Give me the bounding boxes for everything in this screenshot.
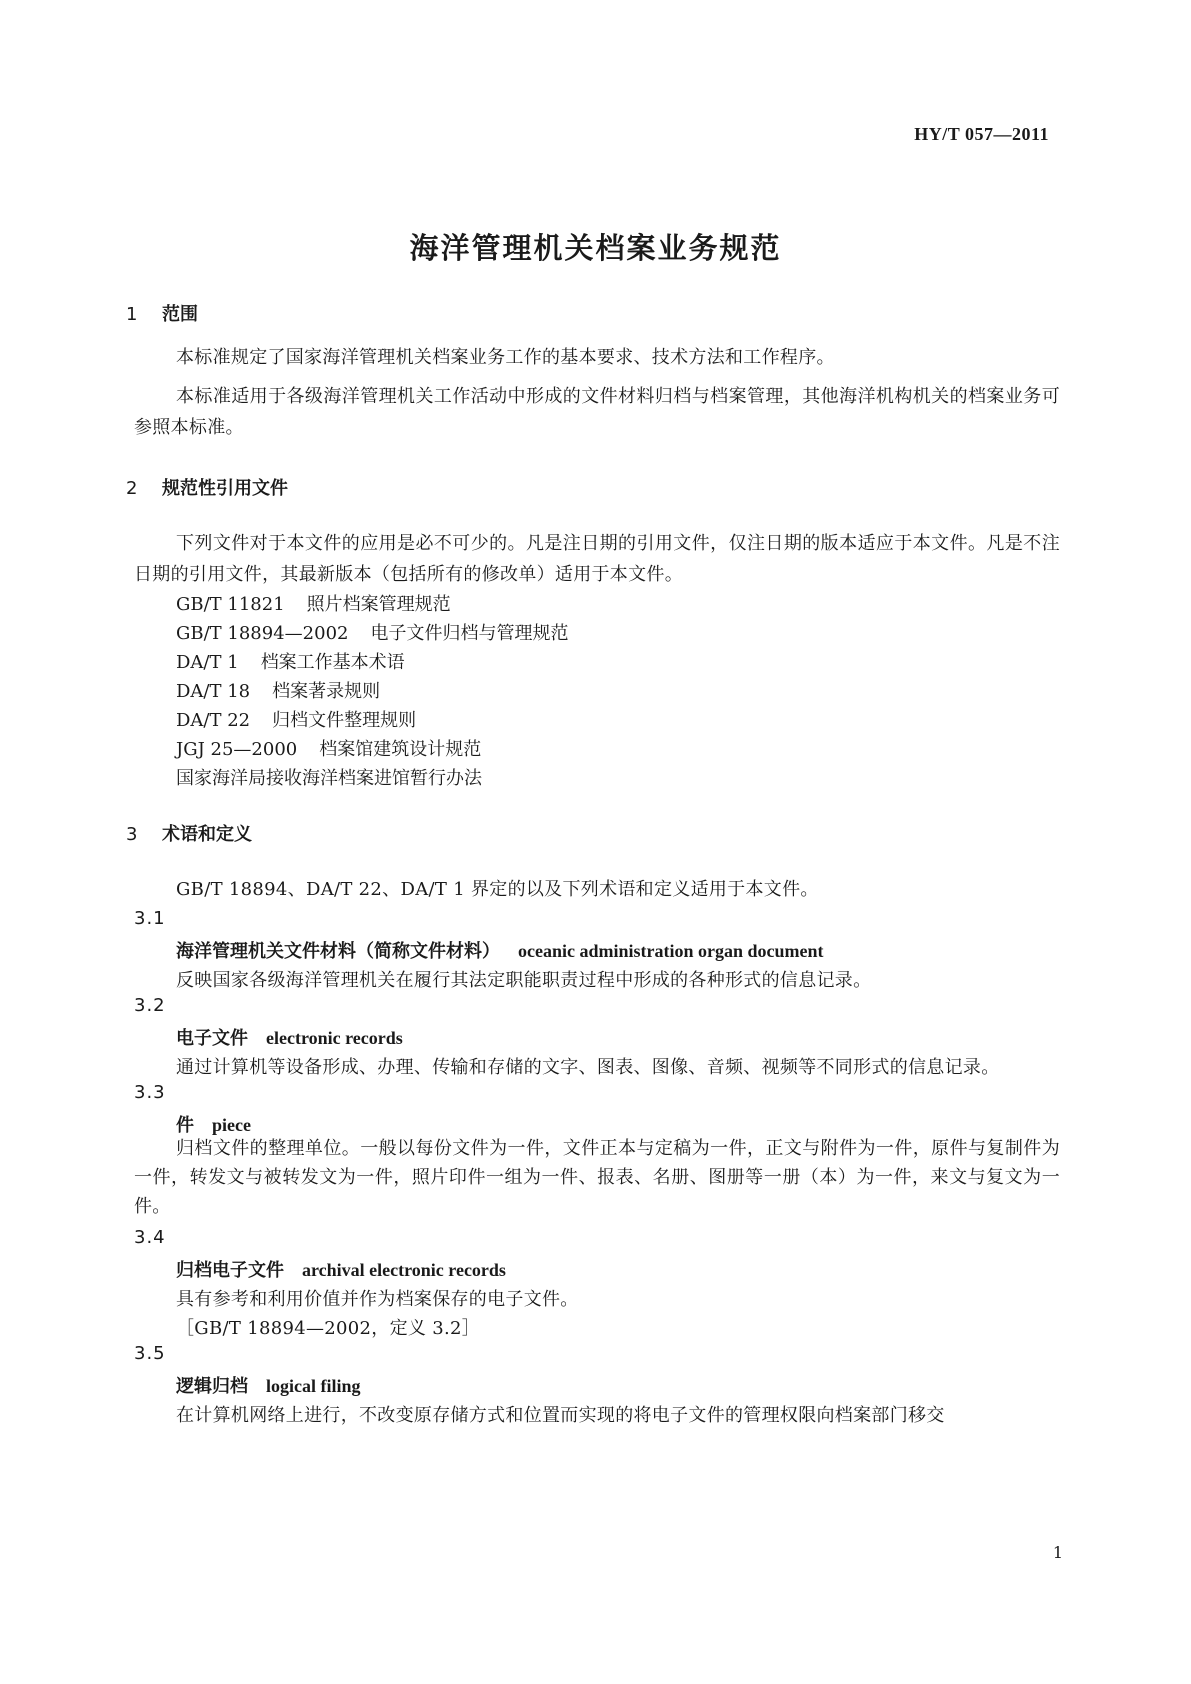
term-definition: 反映国家各级海洋管理机关在履行其法定职能职责过程中形成的各种形式的信息记录。	[176, 970, 872, 991]
reference-name: 归档文件整理规则	[272, 710, 417, 731]
paragraph: GB/T 18894、DA/T 22、DA/T 1 界定的以及下列术语和定义适用于本文件。	[176, 879, 819, 900]
reference-name: 照片档案管理规范	[306, 594, 451, 615]
reference-name: 电子文件归档与管理规范	[370, 623, 569, 644]
section-title: 范围	[162, 304, 198, 325]
reference-item	[176, 764, 482, 790]
term-number: 3.5	[134, 1343, 166, 1364]
term-number: 3.1	[134, 908, 166, 929]
term-en: electronic records	[266, 1028, 403, 1048]
term-cn: 逻辑归档	[176, 1376, 248, 1397]
term-cn: 件	[176, 1115, 194, 1136]
term-number: 3.2	[134, 995, 166, 1016]
term-heading	[176, 1256, 506, 1282]
term-heading	[176, 1024, 403, 1050]
section-number: 1	[126, 304, 138, 325]
term-number: 3.3	[134, 1082, 166, 1103]
reference-item	[176, 619, 568, 645]
paragraph: 本标准规定了国家海洋管理机关档案业务工作的基本要求、技术方法和工作程序。	[176, 347, 835, 368]
section-heading	[126, 300, 198, 326]
term-number: 3.4	[134, 1227, 166, 1248]
reference-item	[176, 706, 416, 732]
term-definition: 具有参考和利用价值并作为档案保存的电子文件。	[176, 1289, 579, 1310]
reference-name: 档案著录规则	[272, 681, 381, 702]
reference-item	[176, 590, 451, 616]
reference-name: 档案工作基本术语	[260, 652, 405, 673]
section-heading	[126, 820, 252, 846]
paragraph: 下列文件对于本文件的应用是必不可少的。凡是注日期的引用文件，仅注日期的版本适应于本文件。凡是不注日期的引用文件，其最新版本（包括所有的修改单）适用于本文件。	[134, 533, 1060, 585]
term-cn: 海洋管理机关文件材料（简称文件材料）	[176, 941, 500, 962]
term-definition: 在计算机网络上进行，不改变原存储方式和位置而实现的将电子文件的管理权限向档案部门移交	[176, 1405, 945, 1426]
paragraph: 本标准适用于各级海洋管理机关工作活动中形成的文件材料归档与档案管理，其他海洋机构机关的档案业务可参照本标准。	[134, 386, 1060, 438]
term-en: logical filing	[266, 1376, 361, 1396]
reference-code: DA/T 22	[176, 710, 251, 731]
reference-code: JGJ 25—2000	[176, 739, 298, 760]
reference-code: GB/T 11821	[176, 594, 285, 615]
document-title: 海洋管理机关档案业务规范	[409, 231, 782, 265]
section-number: 3	[126, 824, 138, 845]
section-heading	[126, 474, 288, 500]
section-title: 规范性引用文件	[162, 478, 288, 499]
section-number: 2	[126, 478, 138, 499]
term-heading	[176, 1372, 361, 1398]
reference-item	[176, 648, 405, 674]
reference-code: DA/T 1	[176, 652, 239, 673]
term-heading	[176, 937, 824, 963]
term-en: archival electronic records	[302, 1260, 506, 1280]
term-cn: 归档电子文件	[176, 1260, 284, 1281]
reference-name: 国家海洋局接收海洋档案进馆暂行办法	[176, 768, 482, 789]
reference-name: 档案馆建筑设计规范	[319, 739, 482, 760]
document-code: HY/T 057—2011	[914, 124, 1049, 144]
reference-code: GB/T 18894—2002	[176, 623, 349, 644]
reference-code: DA/T 18	[176, 681, 251, 702]
term-en: piece	[212, 1115, 251, 1135]
term-en: oceanic administration organ document	[518, 941, 824, 961]
term-definition: 通过计算机等设备形成、办理、传输和存储的文字、图表、图像、音频、视频等不同形式的信息记录。	[176, 1057, 1000, 1078]
term-cn: 电子文件	[176, 1028, 248, 1049]
reference-item	[176, 735, 481, 761]
section-title: 术语和定义	[162, 824, 252, 845]
term-definition: 归档文件的整理单位。一般以每份文件为一件，文件正本与定稿为一件，正文与附件为一件，原件与复制件为一件，转发文与被转发文为一件，照片印件一组为一件、报表、名册、图册等一册（本）为一件，来文与复文为一件。	[134, 1138, 1060, 1217]
page-number: 1	[1052, 1543, 1063, 1562]
term-source-note: ［GB/T 18894—2002，定义 3.2］	[176, 1318, 481, 1339]
reference-item	[176, 677, 380, 703]
